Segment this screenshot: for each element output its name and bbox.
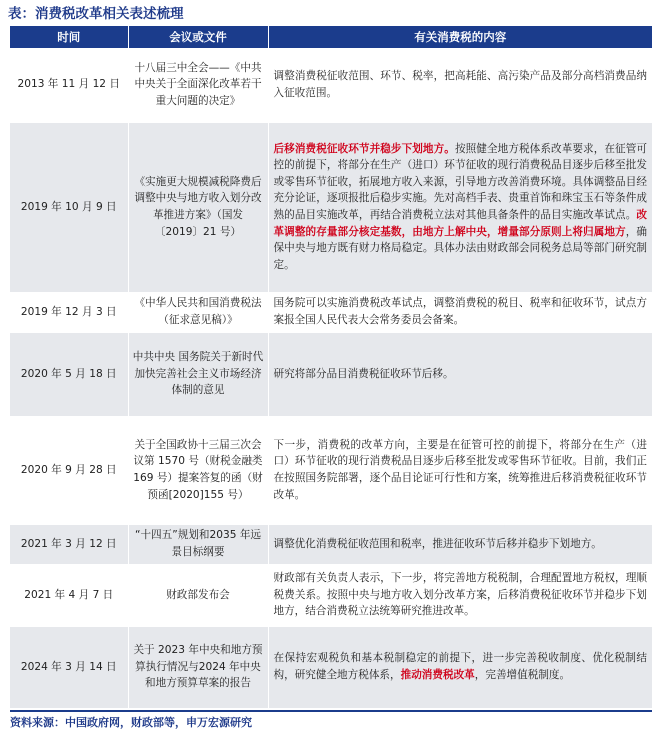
- table-row: [10, 122, 652, 292]
- row-doc: 《中华人民共和国消费税法（征求意见稿）》: [128, 292, 268, 332]
- content-segment: 调整消费税征收范围、环节、税率，把高耗能、高污染产品及部分高档消费品纳入征收范围。: [273, 70, 647, 99]
- row-time: 2019 年 12 月 3 日: [10, 292, 128, 332]
- content-segment: 国务院可以实施消费税改革试点，调整消费税的税目、税率和征收环节，试点方案报全国人民代表大会常务委员会备案。: [273, 297, 647, 326]
- row-doc: 中共中央 国务院关于新时代加快完善社会主义市场经济体制的意见: [128, 332, 268, 416]
- content-highlight: 后移消费税征收环节并稳步下划地方。: [273, 142, 455, 155]
- row-content: [268, 626, 652, 708]
- row-time: 2021 年 4 月 7 日: [10, 564, 128, 626]
- row-time: 2020 年 5 月 18 日: [10, 332, 128, 416]
- reform-table: [10, 26, 652, 709]
- content-segment: ，确保中央与地方既有财力格局稳定。具体办法由财政部会同税务总局等部门研究制定。: [273, 225, 648, 271]
- content-segment: 调整优化消费税征收范围和税率，推进征收环节后移并稳步下划地方。: [273, 537, 602, 550]
- row-content: [268, 292, 652, 332]
- content-segment: 财政部有关负责人表示，下一步，将完善地方税税制，合理配置地方税权，理顺税费关系。按照中央与地方收入划分改革方案，后移消费税征收环节并稳步下划地方，结合消费税立法统筹研究推进改革。: [273, 572, 647, 618]
- table-row: [10, 416, 652, 524]
- table-title: 表：消费税改革相关表述梳理: [8, 6, 184, 22]
- row-doc: “十四五”规划和2035 年远景目标纲要: [128, 524, 268, 564]
- content-segment: 在保持宏观税负和基本税制稳定的前提下，进一步完善税收制度、优化税制结构，研究健全地方税体系，: [273, 652, 647, 681]
- content-segment: 按照健全地方税体系改革要求，在征管可控的前提下，将部分在生产（进口）环节征收的现行消费税品目逐步后移至批发或零售环节征收，拓展地方收入来源，引导地方改善消费环境。具体调整品目经充分论证，逐项报批后稳步实施。先对高档手表、贵重首饰和珠宝玉石等条件成熟的品目实施改革，再结合消费税立法对其他具备条件的品目实施改革试点。: [273, 142, 647, 221]
- row-doc: 财政部发布会: [128, 564, 268, 626]
- content-highlight: 改革调整的存量部分核定基数，由地方上解中央，增量部分原则上将归属地方: [273, 209, 647, 238]
- row-time: 2020 年 9 月 28 日: [10, 416, 128, 524]
- row-content: [268, 332, 652, 416]
- table-row: [10, 524, 652, 564]
- row-content: [268, 48, 652, 122]
- content-segment: ，完善增值税制度。: [474, 669, 571, 681]
- row-time: 2021 年 3 月 12 日: [10, 524, 128, 564]
- content-segment: 下一步，消费税的改革方向，主要是在征管可控的前提下，将部分在生产（进口）环节征收的现行消费税品目逐步后移至批发或零售环节征收。目前，我们正在按照国务院部署，逐个品目论证可行性和方案，统筹推进后移消费税征收环节改革。: [273, 438, 647, 501]
- row-content: [268, 416, 652, 524]
- table-row: [10, 332, 652, 416]
- row-doc: 《实施更大规模减税降费后调整中央与地方收入划分改革推进方案》（国发〔2019〕21 号）: [128, 122, 268, 292]
- row-time: 2019 年 10 月 9 日: [10, 122, 128, 292]
- row-doc: 关于 2023 年中央和地方预算执行情况与2024 年中央和地方预算草案的报告: [128, 626, 268, 708]
- content-segment: 研究将部分品目消费税征收环节后移。: [273, 367, 454, 380]
- table-row: [10, 48, 652, 122]
- header-time: 时间: [10, 26, 128, 48]
- row-doc: 关于全国政协十三届三次会议第 1570 号（财税金融类 169 号）提案答复的函（财预函[2020]155 号）: [128, 416, 268, 524]
- row-doc: 十八届三中全会——《中共中央关于全面深化改革若干重大问题的决定》: [128, 48, 268, 122]
- content-highlight: 推动消费税改革: [400, 669, 475, 681]
- row-content: [268, 122, 652, 292]
- row-content: [268, 564, 652, 626]
- header-content: 有关消费税的内容: [268, 26, 652, 48]
- bottom-rule: [10, 710, 652, 712]
- source-note: 资料来源：中国政府网，财政部等，申万宏源研究: [10, 716, 252, 729]
- header-doc: 会议或文件: [128, 26, 268, 48]
- row-content: [268, 524, 652, 564]
- header-row: [10, 26, 652, 48]
- table-row: [10, 626, 652, 708]
- table-row: [10, 292, 652, 332]
- row-time: 2013 年 11 月 12 日: [10, 48, 128, 122]
- table-row: [10, 564, 652, 626]
- row-time: 2024 年 3 月 14 日: [10, 626, 128, 708]
